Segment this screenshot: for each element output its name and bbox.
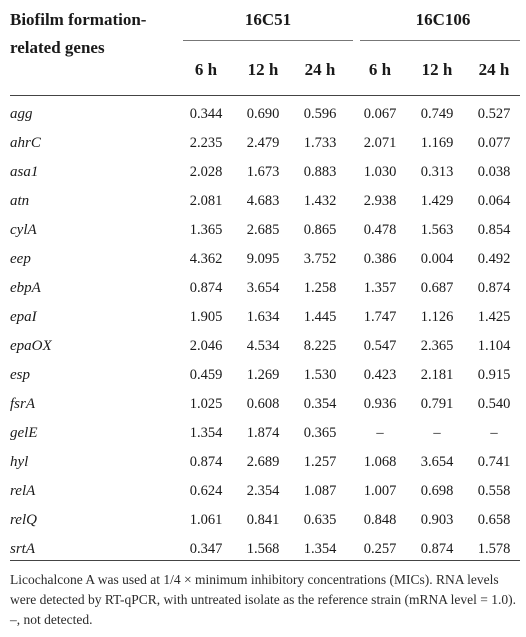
table-cell: 0.791 xyxy=(420,396,454,412)
table-cell: 2.071 xyxy=(363,135,397,151)
table-cell: 0.527 xyxy=(477,106,511,122)
table-cell: 4.683 xyxy=(246,193,280,209)
table-cell: 1.169 xyxy=(420,135,454,151)
table-cell: 1.126 xyxy=(420,309,454,325)
table-cell: 1.905 xyxy=(189,309,223,325)
table-cell: 1.087 xyxy=(303,483,337,499)
table-cell: 0.459 xyxy=(189,367,223,383)
table-cell: 1.874 xyxy=(246,425,280,441)
table-cell: 1.563 xyxy=(420,222,454,238)
table-top-rule xyxy=(10,95,520,96)
table-cell: 0.690 xyxy=(246,106,280,122)
table-cell: 0.004 xyxy=(420,251,454,267)
table-cell: 1.429 xyxy=(420,193,454,209)
table-row xyxy=(0,100,526,129)
gene-name: epaI xyxy=(10,309,37,325)
gene-column-header: Biofilm formation-related genes xyxy=(10,10,147,57)
gene-name: gelE xyxy=(10,425,38,441)
table-cell: 0.492 xyxy=(477,251,511,267)
table-cell: 0.698 xyxy=(420,483,454,499)
gene-name: relA xyxy=(10,483,36,499)
table-cell: 0.848 xyxy=(363,512,397,528)
table-cell: 0.874 xyxy=(477,280,511,296)
table-cell: 1.432 xyxy=(303,193,337,209)
table-cell: 2.354 xyxy=(246,483,280,499)
gene-name: agg xyxy=(10,106,33,122)
table-cell: 1.030 xyxy=(363,164,397,180)
gene-name: epaOX xyxy=(10,338,52,354)
timepoint-header: 12 h xyxy=(247,60,279,79)
table-cell: 0.344 xyxy=(189,106,223,122)
table-cell: 0.915 xyxy=(477,367,511,383)
table-row xyxy=(0,274,526,303)
table-body xyxy=(0,100,526,564)
table-cell: 2.046 xyxy=(189,338,223,354)
table-bottom-rule xyxy=(10,560,520,561)
table-cell: – xyxy=(433,425,441,441)
table-row xyxy=(0,419,526,448)
table-cell: – xyxy=(490,425,498,441)
table-cell: 1.104 xyxy=(477,338,511,354)
table-row xyxy=(0,216,526,245)
table-cell: 1.673 xyxy=(246,164,280,180)
table-cell: 0.596 xyxy=(303,106,337,122)
table-cell: 0.257 xyxy=(363,541,397,557)
table-cell: 1.425 xyxy=(477,309,511,325)
gene-name: fsrA xyxy=(10,396,36,412)
table-cell: 2.028 xyxy=(189,164,223,180)
table-cell: 2.235 xyxy=(189,135,223,151)
timepoint-header: 24 h xyxy=(478,60,510,79)
table-row xyxy=(0,158,526,187)
table-cell: 0.038 xyxy=(477,164,511,180)
table-cell: 0.874 xyxy=(420,541,454,557)
table-cell: 0.386 xyxy=(363,251,397,267)
table-row xyxy=(0,390,526,419)
gene-name: ebpA xyxy=(10,280,41,296)
gene-name: ahrC xyxy=(10,135,41,151)
table-cell: 1.733 xyxy=(303,135,337,151)
table-cell: 2.479 xyxy=(246,135,280,151)
table-cell: 8.225 xyxy=(303,338,337,354)
table-cell: 0.841 xyxy=(246,512,280,528)
table-cell: 0.347 xyxy=(189,541,223,557)
table-cell: 0.540 xyxy=(477,396,511,412)
table-cell: 0.936 xyxy=(363,396,397,412)
table-cell: 2.689 xyxy=(246,454,280,470)
table-cell: 0.741 xyxy=(477,454,511,470)
timepoint-header: 24 h xyxy=(304,60,336,79)
table-cell: 1.257 xyxy=(303,454,337,470)
gene-name: eep xyxy=(10,251,31,267)
table-cell: 1.269 xyxy=(246,367,280,383)
table-cell: 1.354 xyxy=(189,425,223,441)
table-cell: 4.534 xyxy=(246,338,280,354)
group-header-16c106: 16C106 xyxy=(415,10,471,29)
table-cell: 4.362 xyxy=(189,251,223,267)
table-cell: 2.365 xyxy=(420,338,454,354)
table-cell: 0.313 xyxy=(420,164,454,180)
table-cell: 1.634 xyxy=(246,309,280,325)
table-cell: 1.578 xyxy=(477,541,511,557)
table-cell: 2.181 xyxy=(420,367,454,383)
table-cell: 0.478 xyxy=(363,222,397,238)
table-cell: 1.568 xyxy=(246,541,280,557)
table-cell: 0.903 xyxy=(420,512,454,528)
table-cell: 1.258 xyxy=(303,280,337,296)
table-cell: 2.938 xyxy=(363,193,397,209)
table-cell: 0.687 xyxy=(420,280,454,296)
table-cell: 0.608 xyxy=(246,396,280,412)
table-cell: 0.854 xyxy=(477,222,511,238)
table-cell: 0.077 xyxy=(477,135,511,151)
table-cell: 0.658 xyxy=(477,512,511,528)
table-row xyxy=(0,129,526,158)
table-cell: 0.558 xyxy=(477,483,511,499)
table-cell: 0.423 xyxy=(363,367,397,383)
table-cell: 1.747 xyxy=(363,309,397,325)
table-cell: – xyxy=(376,425,384,441)
table-row xyxy=(0,332,526,361)
table-cell: 1.357 xyxy=(363,280,397,296)
table-cell: 1.068 xyxy=(363,454,397,470)
gene-name: srtA xyxy=(10,541,36,557)
table-cell: 0.874 xyxy=(189,280,223,296)
gene-name: cylA xyxy=(10,222,37,238)
table-cell: 1.061 xyxy=(189,512,223,528)
table-cell: 9.095 xyxy=(246,251,280,267)
group-divider xyxy=(360,40,520,41)
table-cell: 0.067 xyxy=(363,106,397,122)
table-row xyxy=(0,361,526,390)
table-cell: 0.365 xyxy=(303,425,337,441)
table-cell: 1.007 xyxy=(363,483,397,499)
table-cell: 3.654 xyxy=(246,280,280,296)
timepoint-header: 6 h xyxy=(194,60,218,79)
table-cell: 1.445 xyxy=(303,309,337,325)
gene-name: esp xyxy=(10,367,30,383)
table-cell: 0.624 xyxy=(189,483,223,499)
group-header-16c51: 16C51 xyxy=(244,10,292,29)
table-cell: 1.354 xyxy=(303,541,337,557)
table-cell: 0.749 xyxy=(420,106,454,122)
table-row xyxy=(0,245,526,274)
table-cell: 2.685 xyxy=(246,222,280,238)
gene-name: relQ xyxy=(10,512,37,528)
table-row xyxy=(0,448,526,477)
table-row xyxy=(0,477,526,506)
table-cell: 3.654 xyxy=(420,454,454,470)
table-cell: 3.752 xyxy=(303,251,337,267)
table-footnote: Licochalcone A was used at 1/4 × minimum inhibitory concentrations (MICs). RNA levels were detected by RT-qPCR, with untreated isolate as the reference strain (mRNA level = 1.0). –, not detected. xyxy=(10,572,517,627)
table-row xyxy=(0,506,526,535)
table-cell: 0.635 xyxy=(303,512,337,528)
table-cell: 0.064 xyxy=(477,193,511,209)
table-cell: 0.547 xyxy=(363,338,397,354)
timepoint-header: 6 h xyxy=(368,60,392,79)
timepoint-header: 12 h xyxy=(421,60,453,79)
table-cell: 0.354 xyxy=(303,396,337,412)
gene-name: asa1 xyxy=(10,164,39,180)
table-cell: 0.865 xyxy=(303,222,337,238)
group-divider xyxy=(183,40,353,41)
table-cell: 0.874 xyxy=(189,454,223,470)
table-row xyxy=(0,187,526,216)
gene-name: hyl xyxy=(10,454,29,470)
table-cell: 1.365 xyxy=(189,222,223,238)
table-cell: 0.883 xyxy=(303,164,337,180)
table-row xyxy=(0,303,526,332)
gene-name: atn xyxy=(10,193,30,209)
table-cell: 1.025 xyxy=(189,396,223,412)
table-cell: 2.081 xyxy=(189,193,223,209)
table-cell: 1.530 xyxy=(303,367,337,383)
